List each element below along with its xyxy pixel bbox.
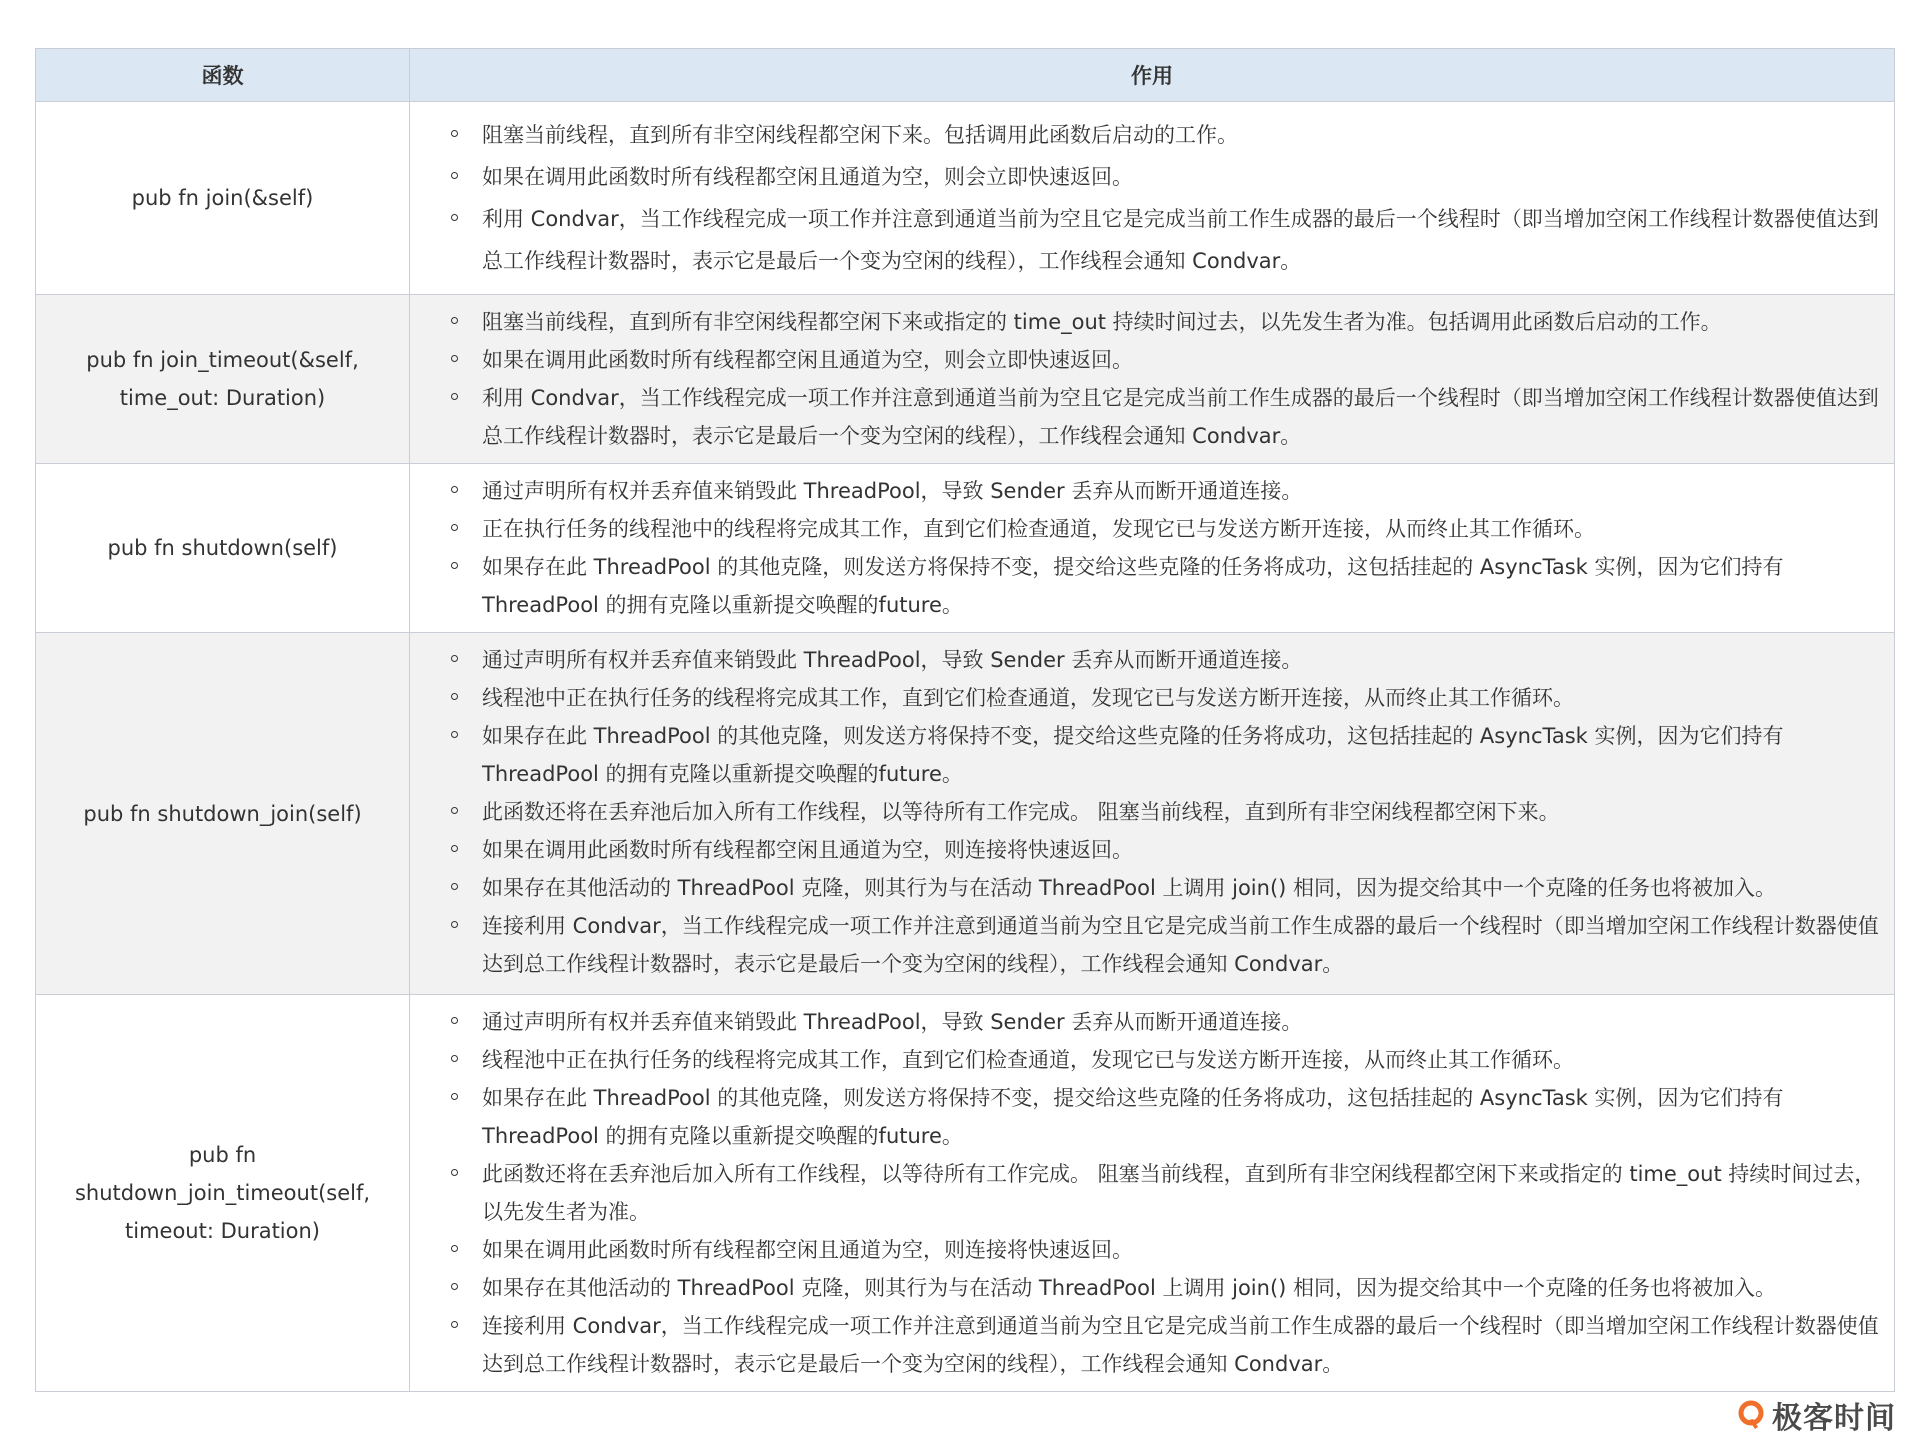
list-item-text: 如果存在此 ThreadPool 的其他克隆，则发送方将保持不变，提交给这些克隆的任务将成功，这包括挂起的 AsyncTask 实例，因为它们持有 ThreadPool 的拥有克隆以重新提交唤醒的future。	[482, 1086, 1784, 1148]
header-purpose: 作用	[410, 49, 1895, 102]
header-function: 函数	[36, 49, 410, 102]
list-item-text: 如果在调用此函数时所有线程都空闲且通道为空，则连接将快速返回。	[482, 1238, 1133, 1262]
bullet-circle-icon	[451, 1169, 458, 1176]
list-item	[410, 379, 1880, 455]
list-item	[410, 717, 1880, 793]
list-item-text: 线程池中正在执行任务的线程将完成其工作，直到它们检查通道，发现它已与发送方断开连接，从而终止其工作循环。	[482, 686, 1574, 710]
bullet-circle-icon	[451, 130, 458, 137]
watermark	[1736, 1393, 1896, 1437]
function-signature-cell	[36, 295, 410, 464]
description-list	[410, 472, 1894, 624]
bullet-circle-icon	[451, 1017, 458, 1024]
function-signature-line: shutdown_join_timeout(self,	[74, 1181, 371, 1205]
list-item	[410, 156, 1880, 198]
bullet-circle-icon	[451, 1055, 458, 1062]
list-item	[410, 1155, 1880, 1231]
list-item-text: 利用 Condvar，当工作线程完成一项工作并注意到通道当前为空且它是完成当前工作生成器的最后一个线程时（即当增加空闲工作线程计数器使值达到总工作线程计数器时，表示它是最后一个变为空闲的线程），工作线程会通知 Condvar。	[482, 207, 1879, 273]
list-item-text: 如果存在此 ThreadPool 的其他克隆，则发送方将保持不变，提交给这些克隆的任务将成功，这包括挂起的 AsyncTask 实例，因为它们持有 ThreadPool 的拥有克隆以重新提交唤醒的future。	[482, 555, 1784, 617]
function-signature-line: pub fn join_timeout(&self,	[86, 348, 359, 372]
list-item-text: 通过声明所有权并丢弃值来销毁此 ThreadPool，导致 Sender 丢弃从而断开通道连接。	[482, 648, 1303, 672]
watermark-text: 极客时间	[1772, 1401, 1896, 1436]
description-list	[410, 641, 1894, 983]
description-list	[410, 1003, 1894, 1383]
list-item	[410, 793, 1880, 831]
list-item	[410, 831, 1880, 869]
bullet-circle-icon	[451, 807, 458, 814]
list-item-text: 此函数还将在丢弃池后加入所有工作线程，以等待所有工作完成。 阻塞当前线程，直到所有非空闲线程都空闲下来。	[482, 800, 1560, 824]
list-item-text: 如果在调用此函数时所有线程都空闲且通道为空，则会立即快速返回。	[482, 165, 1133, 189]
bullet-circle-icon	[451, 393, 458, 400]
description-cell	[410, 464, 1895, 633]
bullet-circle-icon	[451, 883, 458, 890]
function-signature-line: time_out: Duration)	[119, 386, 326, 410]
function-signature-line: pub fn join(&self)	[131, 186, 314, 210]
bullet-circle-icon	[451, 486, 458, 493]
list-item	[410, 641, 1880, 679]
list-item-text: 阻塞当前线程，直到所有非空闲线程都空闲下来或指定的 time_out 持续时间过去，以先发生者为准。包括调用此函数后启动的工作。	[482, 310, 1722, 334]
list-item	[410, 198, 1880, 282]
bullet-circle-icon	[451, 1245, 458, 1252]
table-row	[36, 295, 1895, 464]
list-item	[410, 1269, 1880, 1307]
list-item-text: 如果在调用此函数时所有线程都空闲且通道为空，则会立即快速返回。	[482, 348, 1133, 372]
bullet-circle-icon	[451, 317, 458, 324]
bullet-circle-icon	[451, 172, 458, 179]
function-signature-cell	[36, 102, 410, 295]
list-item-text: 如果存在此 ThreadPool 的其他克隆，则发送方将保持不变，提交给这些克隆的任务将成功，这包括挂起的 AsyncTask 实例，因为它们持有 ThreadPool 的拥有克隆以重新提交唤醒的future。	[482, 724, 1784, 786]
list-item	[410, 303, 1880, 341]
list-item	[410, 1079, 1880, 1155]
list-item	[410, 1041, 1880, 1079]
bullet-circle-icon	[451, 731, 458, 738]
list-item-text: 正在执行任务的线程池中的线程将完成其工作，直到它们检查通道，发现它已与发送方断开连接，从而终止其工作循环。	[482, 517, 1595, 541]
list-item-text: 通过声明所有权并丢弃值来销毁此 ThreadPool，导致 Sender 丢弃从而断开通道连接。	[482, 479, 1303, 503]
list-item-text: 线程池中正在执行任务的线程将完成其工作，直到它们检查通道，发现它已与发送方断开连接，从而终止其工作循环。	[482, 1048, 1574, 1072]
list-item	[410, 548, 1880, 624]
list-item	[410, 1307, 1880, 1383]
list-item	[410, 869, 1880, 907]
list-item	[410, 510, 1880, 548]
description-list	[410, 114, 1894, 282]
description-list	[410, 303, 1894, 455]
bullet-circle-icon	[451, 524, 458, 531]
list-item	[410, 341, 1880, 379]
bullet-circle-icon	[451, 845, 458, 852]
bullet-circle-icon	[451, 655, 458, 662]
function-signature-cell	[36, 464, 410, 633]
bullet-circle-icon	[451, 1321, 458, 1328]
description-cell	[410, 995, 1895, 1392]
bullet-circle-icon	[451, 693, 458, 700]
list-item-text: 如果存在其他活动的 ThreadPool 克隆，则其行为与在活动 ThreadPool 上调用 join() 相同，因为提交给其中一个克隆的任务也将被加入。	[482, 876, 1777, 900]
description-cell	[410, 295, 1895, 464]
list-item-text: 如果存在其他活动的 ThreadPool 克隆，则其行为与在活动 ThreadPool 上调用 join() 相同，因为提交给其中一个克隆的任务也将被加入。	[482, 1276, 1777, 1300]
table-row	[36, 464, 1895, 633]
bullet-circle-icon	[451, 1093, 458, 1100]
function-signature-cell	[36, 995, 410, 1392]
list-item-text: 利用 Condvar，当工作线程完成一项工作并注意到通道当前为空且它是完成当前工作生成器的最后一个线程时（即当增加空闲工作线程计数器使值达到总工作线程计数器时，表示它是最后一个变为空闲的线程），工作线程会通知 Condvar。	[482, 386, 1879, 448]
list-item-text: 通过声明所有权并丢弃值来销毁此 ThreadPool，导致 Sender 丢弃从而断开通道连接。	[482, 1010, 1303, 1034]
list-item	[410, 679, 1880, 717]
list-item	[410, 1231, 1880, 1269]
bullet-circle-icon	[451, 562, 458, 569]
function-signature-line: pub fn shutdown_join(self)	[83, 801, 362, 826]
table-row	[36, 633, 1895, 995]
list-item	[410, 1003, 1880, 1041]
list-item-text: 阻塞当前线程，直到所有非空闲线程都空闲下来。包括调用此函数后启动的工作。	[482, 123, 1238, 147]
bullet-circle-icon	[451, 921, 458, 928]
list-item-text: 连接利用 Condvar，当工作线程完成一项工作并注意到通道当前为空且它是完成当前工作生成器的最后一个线程时（即当增加空闲工作线程计数器使值达到总工作线程计数器时，表示它是最后一个变为空闲的线程），工作线程会通知 Condvar。	[482, 914, 1879, 976]
table-row	[36, 102, 1895, 295]
bullet-circle-icon	[451, 1283, 458, 1290]
list-item-text: 如果在调用此函数时所有线程都空闲且通道为空，则连接将快速返回。	[482, 838, 1133, 862]
list-item	[410, 907, 1880, 983]
list-item	[410, 472, 1880, 510]
function-signature-line: pub fn	[188, 1143, 257, 1167]
list-item-text: 连接利用 Condvar，当工作线程完成一项工作并注意到通道当前为空且它是完成当前工作生成器的最后一个线程时（即当增加空闲工作线程计数器使值达到总工作线程计数器时，表示它是最后一个变为空闲的线程），工作线程会通知 Condvar。	[482, 1314, 1879, 1376]
function-table	[35, 48, 1895, 1392]
description-cell	[410, 102, 1895, 295]
description-cell	[410, 633, 1895, 995]
geektime-logo-icon	[1736, 1400, 1766, 1430]
function-signature-line: timeout: Duration)	[125, 1219, 320, 1243]
bullet-circle-icon	[451, 355, 458, 362]
list-item	[410, 114, 1880, 156]
list-item-text: 此函数还将在丢弃池后加入所有工作线程，以等待所有工作完成。 阻塞当前线程，直到所有非空闲线程都空闲下来或指定的 time_out 持续时间过去，以先发生者为准。	[482, 1162, 1876, 1224]
function-signature-line: pub fn shutdown(self)	[107, 536, 338, 560]
table-row	[36, 995, 1895, 1392]
function-signature-cell	[36, 633, 410, 995]
bullet-circle-icon	[451, 214, 458, 221]
table-header-row	[36, 49, 1895, 102]
